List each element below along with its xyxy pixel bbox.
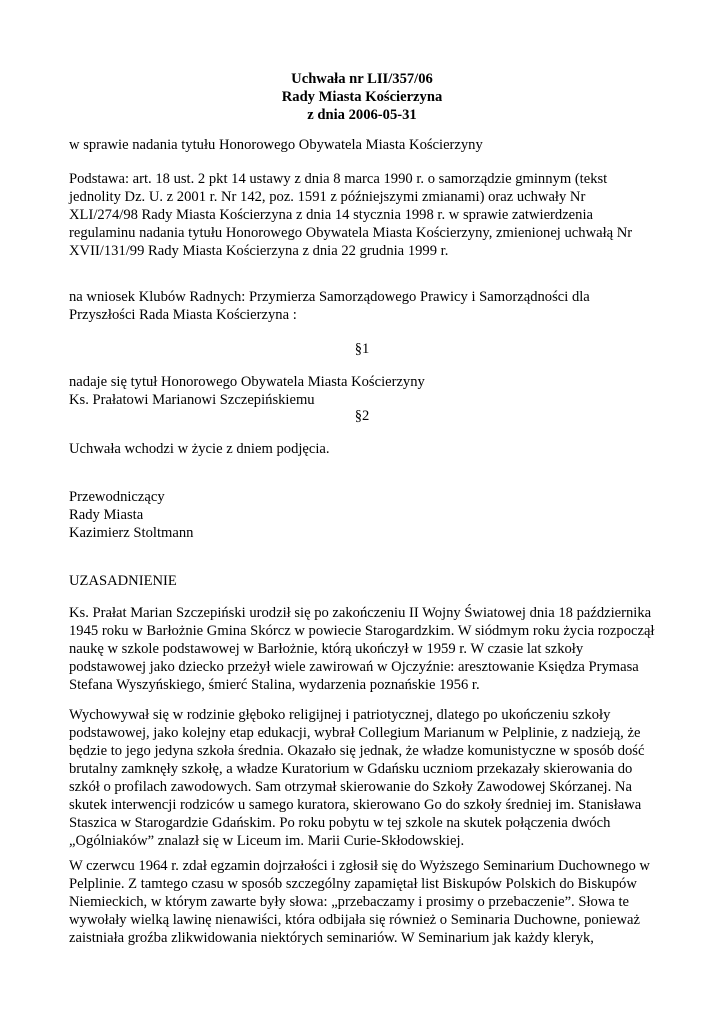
text-line: będzie to jego jedyna szkoła średnia. Okazało się jednak, że władze komunistyczne w sposób dość (69, 743, 645, 759)
text-line: podstawowej jako dziecko przeżył wiele zawirowań w Ojczyźnie: aresztowanie Księdza Prymasa (69, 659, 639, 675)
text-line: Wychowywał się w rodzinie głęboko religijnej i patriotycznej, dlatego po ukończeniu szkoły (69, 707, 611, 723)
resolution-header (0, 70, 724, 124)
text-line: jednolity Dz. U. z 2001 r. Nr 142, poz. 1591 z późniejszymi zmianami) oraz uchwały Nr (69, 189, 586, 205)
text-line: Stefana Wyszyńskiego, śmierć Stalina, wydarzenia poznańskie 1956 r. (69, 677, 480, 693)
text-line: regulaminu nadania tytułu Honorowego Obywatela Miasta Kościerzyny, zmienionej uchwałą Nr (69, 225, 633, 241)
council-name: Rady Miasta Kościerzyna (281, 89, 443, 105)
text-line: Niemieckich, w którym zawarte były słowa: „przebaczamy i prosimy o przebaczenie”. Słowa te (69, 894, 630, 910)
text-line: Przyszłości Rada Miasta Kościerzyna : (69, 307, 297, 323)
section-1-mark: §1 (354, 341, 370, 357)
signature-block (69, 488, 669, 542)
justification-heading: UZASADNIENIE (69, 573, 177, 589)
legal-basis-paragraph (69, 170, 669, 260)
text-line: W czerwcu 1964 r. zdał egzamin dojrzałości i zgłosił się do Wyższego Seminarium Duchownego w (69, 858, 650, 874)
text-line: Uchwała wchodzi w życie z dniem podjęcia. (69, 441, 330, 457)
signature-name: Kazimierz Stoltmann (69, 525, 194, 541)
text-line: nadaje się tytuł Honorowego Obywatela Miasta Kościerzyny (69, 374, 425, 390)
justification-paragraph-3 (69, 857, 669, 947)
signature-council: Rady Miasta (69, 507, 144, 523)
text-line: zaistniała groźba zlikwidowania niektórych seminariów. W Seminarium jak każdy kleryk, (69, 930, 594, 946)
section-2-paragraph (69, 440, 669, 458)
text-line: „Ogólniaków” znalazł się w Liceum im. Marii Curie-Skłodowskiej. (69, 833, 465, 849)
text-line: 1945 roku w Barłożnie Gmina Skórcz w powiecie Starogardzkim. W siódmym roku życia rozpoczął (69, 623, 655, 639)
text-line: wywołały wielką lawinę nienawiści, która odbijała się również o Seminaria Duchowne, ponieważ (69, 912, 641, 928)
text-line: brutalny zamknęły szkołę, a władze Kuratorium w Gdańsku uczniom przekazały skierowania do (69, 761, 633, 777)
section-2-mark: §2 (354, 408, 370, 424)
text-line: Ks. Prałatowi Marianowi Szczepińskiemu (69, 392, 315, 408)
text-line: Staszica w Starogardzie Gdańskim. Po roku pobytu w tej szkole na skutek połączenia dwóch (69, 815, 611, 831)
section-1-paragraph (69, 373, 669, 409)
text-line: na wniosek Klubów Radnych: Przymierza Samorządowego Prawicy i Samorządności dla (69, 289, 590, 305)
text-line: szkół o profilach zawodowych. Sam otrzymał skierowanie do Szkoły Zawodowej Skórzanej. Na (69, 779, 632, 795)
text-line: naukę w szkole podstawowej w Barłożnie, którą ukończył w 1959 r. W czasie lat szkoły (69, 641, 584, 657)
text-line: Ks. Prałat Marian Szczepiński urodził się po zakończeniu II Wojny Światowej dnia 18 października (69, 605, 652, 621)
subject-text: w sprawie nadania tytułu Honorowego Obywatela Miasta Kościerzyny (69, 137, 483, 153)
text-line: XLI/274/98 Rady Miasta Kościerzyna z dnia 14 stycznia 1998 r. w sprawie zatwierdzenia (69, 207, 593, 223)
text-line: XVII/131/99 Rady Miasta Kościerzyna z dnia 22 grudnia 1999 r. (69, 243, 449, 259)
text-line: podstawowej, jako kolejny etap edukacji, wybrał Collegium Marianum w Pelplinie, z nadzieją, że (69, 725, 641, 741)
motion-paragraph (69, 288, 669, 324)
text-line: skutek interwencji rodziców u samego kuratora, skierowano Go do szkoły średniej im. Stanisława (69, 797, 642, 813)
signature-role: Przewodniczący (69, 489, 165, 505)
resolution-title: Uchwała nr LII/357/06 (291, 71, 433, 87)
text-line: Pelplinie. Z tamtego czasu w sposób szczególny zapamiętał list Biskupów Polskich do Biskupów (69, 876, 637, 892)
justification-paragraph-2 (69, 706, 669, 850)
justification-paragraph-1 (69, 604, 669, 694)
subject-paragraph (69, 136, 669, 154)
text-line: Podstawa: art. 18 ust. 2 pkt 14 ustawy z dnia 8 marca 1990 r. o samorządzie gminnym (tekst (69, 171, 608, 187)
justification-heading-block (69, 572, 669, 590)
resolution-date: z dnia 2006-05-31 (307, 107, 417, 123)
